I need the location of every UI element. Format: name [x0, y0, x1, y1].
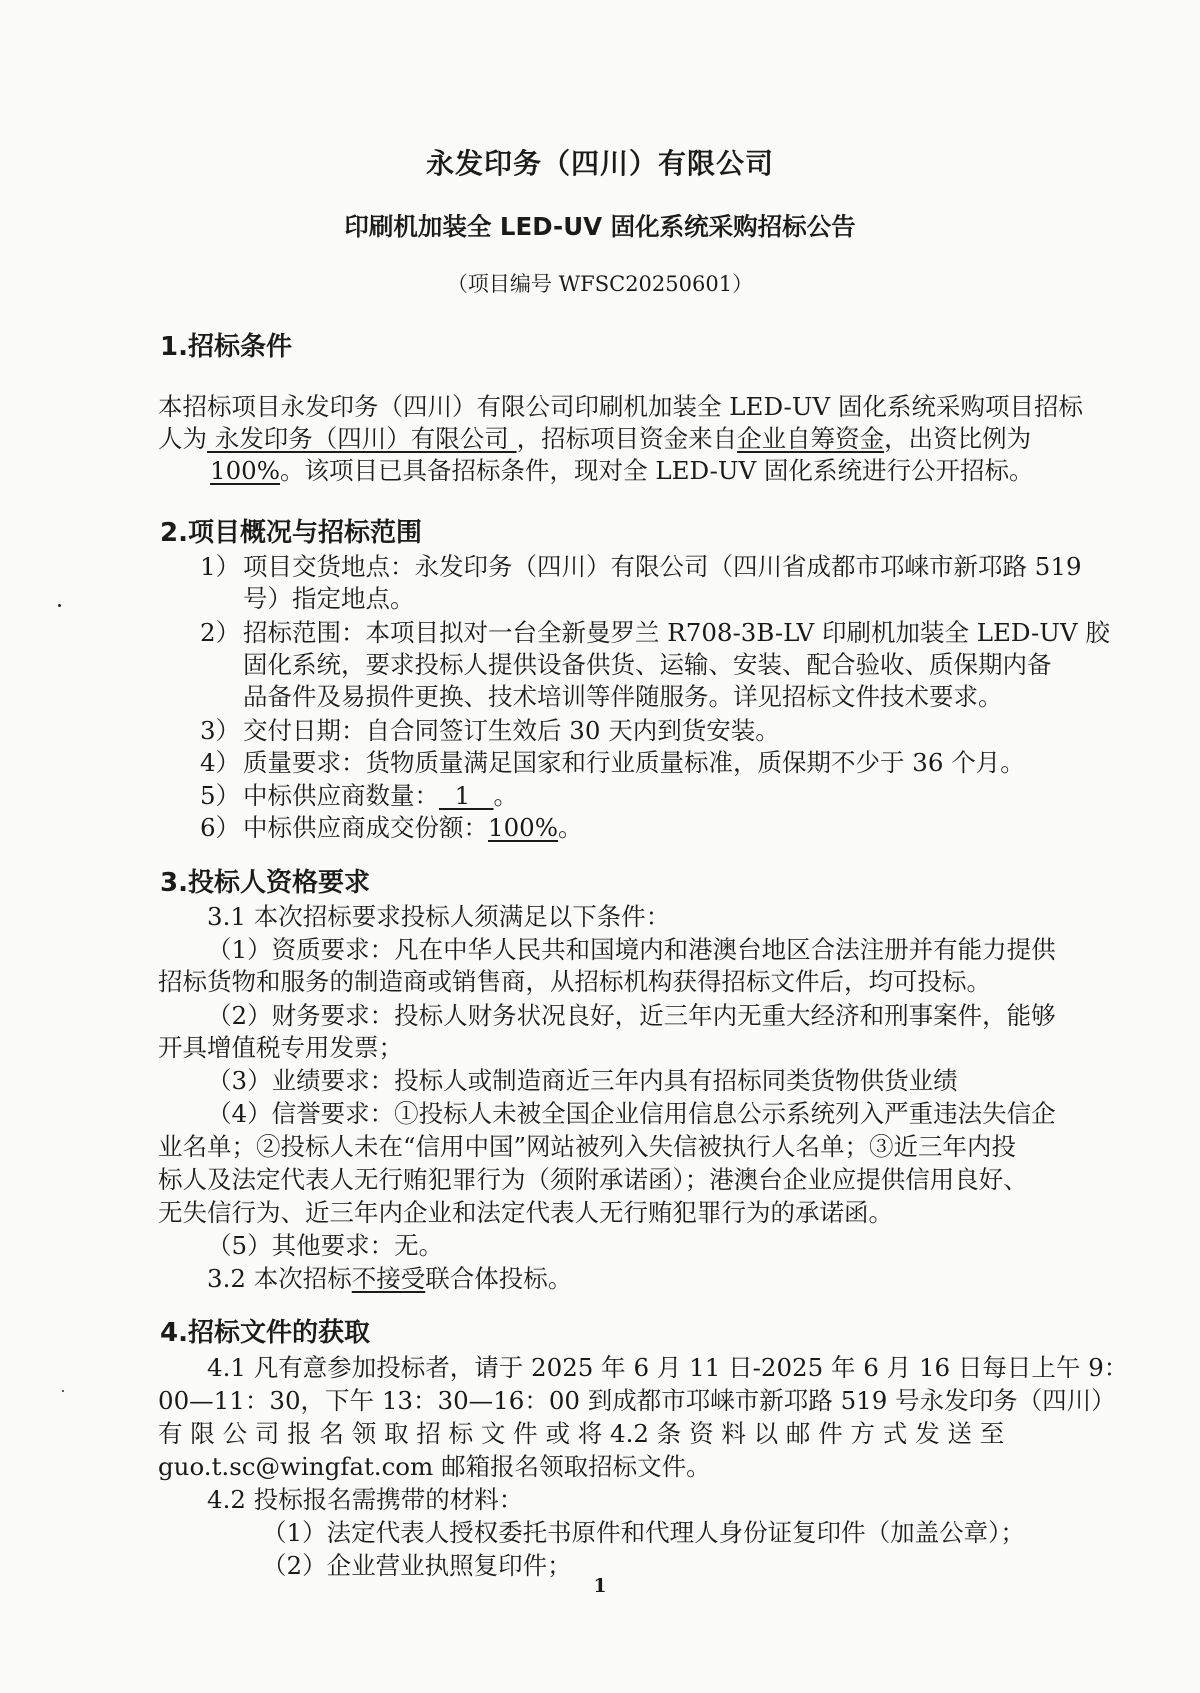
supplier-share: 100% [488, 813, 559, 842]
s3-req-2-line-1: （2）财务要求：投标人财务状况良好，近三年内无重大经济和刑事案件，能够 [207, 1001, 1056, 1030]
s3-text: 联合体投标。 [425, 1264, 573, 1293]
s1-text: ，招标项目资金来自 [516, 424, 738, 453]
s3-req-4-line-1: （4）信誉要求：①投标人未被全国企业信用信息公示系统列入严重违法失信企 [207, 1099, 1056, 1128]
section-4-heading: 4.招标文件的获取 [160, 1318, 370, 1348]
fund-source: 企业自筹资金 [737, 424, 885, 453]
scan-speck [62, 1390, 64, 1392]
list-text: 。 [493, 781, 519, 810]
funding-ratio: 100% [210, 456, 281, 485]
s3-req-2-line-2: 开具增值税专用发票； [158, 1033, 403, 1062]
section-2-heading: 2.项目概况与招标范围 [160, 518, 422, 548]
list-text: 。 [558, 813, 583, 842]
scan-speck [58, 604, 61, 607]
s3-req-1-line-1: （1）资质要求：凡在中华人民共和国境内和港澳台地区合法注册并有能力提供 [207, 935, 1056, 964]
supplier-count: 1 [439, 781, 494, 810]
s4-para-4-1-line-2: 00—11：30，下午 13：30—16：00 到成都市邛崃市新邛路 519 号永发印务（四川） [158, 1386, 1116, 1415]
s1-text: 人为 [158, 424, 207, 453]
s1-line-1: 本招标项目永发印务（四川）有限公司印刷机加装全 LED-UV 固化系统采购项目招标 [158, 392, 1083, 421]
list-number: 5） [200, 781, 241, 810]
s4-para-4-1-line-1: 4.1 凡有意参加投标者，请于 2025 年 6 月 11 日-2025 年 6 月 16 日每日上午 9： [207, 1353, 1129, 1382]
s4-para-4-2: 4.2 投标报名需携带的材料： [207, 1485, 524, 1514]
s4-para-4-1-line-4: guo.t.sc@wingfat.com 邮箱报名领取招标文件。 [158, 1452, 711, 1481]
s3-req-5: （5）其他要求：无。 [207, 1231, 444, 1260]
s4-para-4-1-line-3: 有 限 公 司 报 名 领 取 招 标 文 件 或 将 4.2 条 资 料 以 邮 件 方 式 发 送 至 [158, 1419, 1005, 1448]
s3-req-4-line-2: 业名单；②投标人未在“信用中国”网站被列入失信被执行人名单；③近三年内投 [158, 1132, 1017, 1161]
list-number: 4） [200, 748, 241, 777]
s1-text: 。该项目已具备招标条件，现对全 LED-UV 固化系统进行公开招标。 [280, 456, 1034, 485]
company-name: 永发印务（四川）有限公司 [425, 147, 774, 180]
s3-req-3: （3）业绩要求：投标人或制造商近三年内具有招标同类货物供货业绩 [207, 1066, 958, 1095]
s3-text: 3.2 本次招标 [207, 1264, 352, 1293]
s3-para-3-2 [207, 1260, 572, 1295]
section-3-heading: 3.投标人资格要求 [160, 868, 370, 898]
s1-text: ，出资比例为 [884, 424, 1032, 453]
list-item-5 [243, 777, 518, 812]
list-number: 1） [200, 552, 241, 581]
s3-req-4-line-3: 标人及法定代表人无行贿犯罪行为（须附承诺函）；港澳台企业应提供信用良好、 [158, 1165, 1028, 1194]
list-number: 6） [200, 813, 241, 842]
list-item-2-line-2: 固化系统，要求投标人提供设备供货、运输、安装、配合验收、质保期内备 [243, 650, 1052, 679]
section-1-heading: 1.招标条件 [160, 332, 292, 362]
s3-req-4-line-4: 无失信行为、近三年内企业和法定代表人无行贿犯罪行为的承诺函。 [158, 1198, 893, 1227]
list-item-6 [243, 809, 583, 844]
list-item-1-line-2: 号）指定地点。 [243, 584, 415, 613]
s4-material-1: （1）法定代表人授权委托书原件和代理人身份证复印件（加盖公章）； [262, 1518, 1025, 1547]
s1-line-3 [210, 452, 1034, 487]
list-item-3: 交付日期：自合同签订生效后 30 天内到货安装。 [243, 716, 780, 745]
s1-line-2 [158, 420, 1031, 455]
document-title: 印刷机加装全 LED-UV 固化系统采购招标公告 [344, 212, 856, 241]
list-item-1-line-1: 项目交货地点：永发印务（四川）有限公司（四川省成都市邛崃市新邛路 519 [243, 552, 1082, 581]
list-text: 中标供应商数量： [243, 781, 439, 810]
list-item-2-line-3: 品备件及易损件更换、技术培训等伴随服务。详见招标文件技术要求。 [243, 682, 1003, 711]
consortium-not-accepted: 不接受 [351, 1264, 426, 1293]
list-item-2-line-1: 招标范围：本项目拟对一台全新曼罗兰 R708-3B-LV 印刷机加装全 LED-UV 胶 [243, 618, 1110, 647]
s3-req-1-line-2: 招标货物和服务的制造商或销售商，从招标机构获得招标文件后，均可投标。 [158, 967, 991, 996]
s3-para-3-1: 3.1 本次招标要求投标人须满足以下条件： [207, 902, 671, 931]
page-number: 1 [593, 1575, 607, 1597]
list-text: 中标供应商成交份额： [243, 813, 488, 842]
list-item-4: 质量要求：货物质量满足国家和行业质量标准，质保期不少于 36 个月。 [243, 748, 1025, 777]
list-number: 3） [200, 716, 241, 745]
project-number: （项目编号 WFSC20250601） [446, 272, 754, 296]
list-number: 2） [200, 618, 241, 647]
s4-material-2: （2）企业营业执照复印件； [262, 1551, 572, 1580]
tenderer-name: 永发印务（四川）有限公司 [207, 424, 517, 453]
